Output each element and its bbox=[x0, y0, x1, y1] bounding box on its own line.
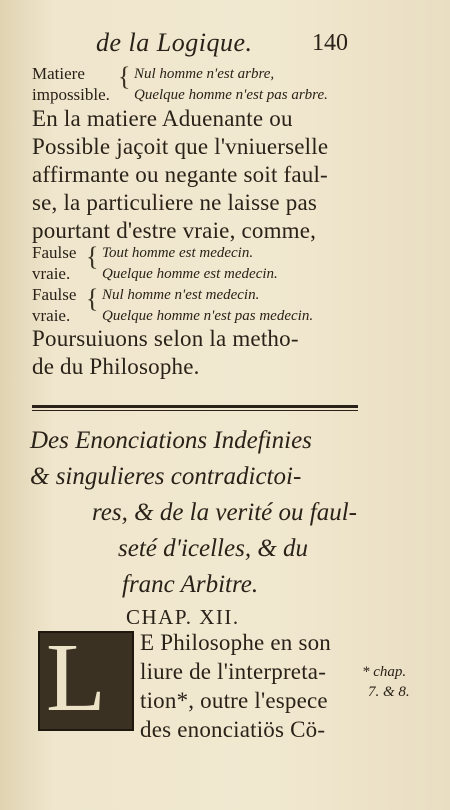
block2-label: Faulse bbox=[32, 285, 77, 304]
paragraph1-line: pourtant d'estre vraie, comme, bbox=[32, 218, 317, 243]
brace-symbol: { bbox=[86, 242, 99, 271]
block2-line: Nul homme n'est medecin. bbox=[102, 287, 260, 303]
paragraph3-line: liure de l'interpreta- bbox=[140, 659, 327, 684]
paragraph3-line: E Philosophe en son bbox=[140, 630, 331, 655]
block2-line: Quelque homme est medecin. bbox=[102, 266, 278, 282]
block1-line-1: Nul homme n'est arbre, bbox=[134, 66, 275, 82]
paragraph3-line: des enonciatiös Cö- bbox=[140, 717, 326, 742]
page-number: 140 bbox=[312, 30, 348, 56]
block2-label: vraie. bbox=[32, 264, 71, 283]
chapter-number: CHAP. XII. bbox=[126, 605, 240, 629]
margin-note: * chap. bbox=[362, 664, 407, 680]
paragraph3-line: tion*, outre l'espece bbox=[140, 688, 328, 713]
block1-label-2: impossible. bbox=[32, 85, 110, 104]
paragraph1-line: se, la particuliere ne laisse pas bbox=[32, 190, 318, 215]
chapter-title-line: franc Arbitre. bbox=[122, 571, 259, 598]
decorated-initial bbox=[38, 624, 134, 732]
initial-letter: L bbox=[46, 624, 106, 732]
brace-symbol: { bbox=[86, 284, 99, 313]
block1-label-1: Matiere bbox=[32, 64, 85, 83]
margin-note: 7. & 8. bbox=[368, 684, 410, 700]
ornamental-rule-thin bbox=[32, 410, 358, 411]
block1-line-2: Quelque homme n'est pas arbre. bbox=[134, 87, 328, 103]
running-title: de la Logique. bbox=[96, 28, 253, 57]
paragraph2-line: Poursuiuons selon la metho- bbox=[32, 326, 299, 351]
block2-label: vraie. bbox=[32, 306, 71, 325]
paragraph2-line: de du Philosophe. bbox=[32, 354, 200, 379]
paragraph1-line: Possible jaçoit que l'vniuerselle bbox=[32, 134, 329, 159]
chapter-title-line: Des Enonciations Indefinies bbox=[30, 427, 312, 454]
block2-label: Faulse bbox=[32, 243, 77, 262]
chapter-title-line: seté d'icelles, & du bbox=[118, 535, 309, 562]
brace-symbol: { bbox=[118, 62, 131, 91]
ornamental-rule bbox=[32, 405, 358, 408]
block2-line: Quelque homme n'est pas medecin. bbox=[102, 308, 314, 324]
block2-line: Tout homme est medecin. bbox=[102, 245, 254, 261]
paragraph1-line: En la matiere Aduenante ou bbox=[32, 106, 293, 131]
chapter-title-line: & singulieres contradictoi- bbox=[30, 463, 302, 490]
chapter-title-line: res, & de la verité ou faul- bbox=[92, 499, 357, 526]
paragraph1-line: affirmante ou negante soit faul- bbox=[32, 162, 328, 187]
